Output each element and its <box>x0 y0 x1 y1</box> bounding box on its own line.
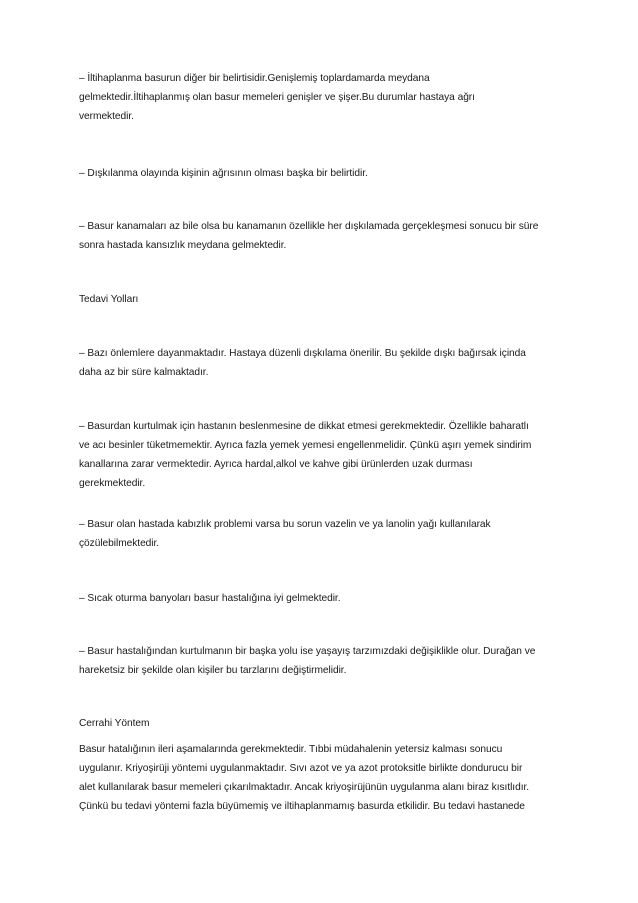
heading-surgical-method <box>79 714 559 733</box>
text-line: gerekmektedir. <box>79 478 146 489</box>
text-line: kanallarına zarar vermektedir. Ayrıca hardal,alkol ve kahve gibi ürünlerden uzak durması <box>79 459 473 470</box>
text-line: alet kullanılarak basur memeleri çıkarılmaktadır. Ancak kriyoşirüjünün uygulanma alanı biraz kısıtlıdır. <box>79 782 530 793</box>
text-line: daha az bir süre kalmaktadır. <box>79 367 209 378</box>
text-line: gelmektedir.İltihaplanmış olan basur memeleri genişler ve şişer.Bu durumlar hastaya ağrı <box>79 92 475 103</box>
text-line: uygulanır. Kriyoşirüji yöntemi uygulanmaktadır. Sıvı azot ve ya azot protoksitle birlikte dondurucu bir <box>79 763 523 774</box>
paragraph-defecation-pain <box>79 164 559 183</box>
text-line: ve acı besinler tüketmemektir. Ayrıca fazla yemek yemesi engellenmelidir. Çünkü aşırı yemek sindirim <box>79 440 532 451</box>
text-line: – Bazı önlemlere dayanmaktadır. Hastaya düzenli dışkılama önerilir. Bu şekilde dışkı bağırsak içinda <box>79 348 526 359</box>
text-line: Tedavi Yolları <box>79 294 139 305</box>
text-line: sonra hastada kansızlık meydana gelmektedir. <box>79 240 287 251</box>
text-line: – Dışkılanma olayında kişinin ağrısının olması başka bir belirtidir. <box>79 168 368 179</box>
paragraph-inflammation-symptom <box>79 69 559 126</box>
text-line: çözülebilmektedir. <box>79 538 160 549</box>
text-line: – Basurdan kurtulmak için hastanın beslenmesine de dikkat etmesi gerekmektedir. Özellikle baharatlı <box>79 421 529 432</box>
heading-treatment-methods <box>79 290 559 309</box>
text-line: Çünkü bu tedavi yöntemi fazla büyümemiş ve iltihaplanmamış basurda etkilidir. Bu tedavi hastanede <box>79 801 525 812</box>
text-line: vermektedir. <box>79 111 134 122</box>
text-line: Basur hatalığının ileri aşamalarında gerekmektedir. Tıbbi müdahalenin yetersiz kalması sonucu <box>79 744 503 755</box>
paragraph-constipation <box>79 515 559 553</box>
text-line: – Basur olan hastada kabızlık problemi varsa bu sorun vazelin ve ya lanolin yağı kullanılarak <box>79 519 491 530</box>
text-line: Cerrahi Yöntem <box>79 718 150 729</box>
text-line: – Basur hastalığından kurtulmanın bir başka yolu ise yaşayış tarzımızdaki değişiklikle olur. Durağan ve <box>79 646 536 657</box>
text-line: – Basur kanamaları az bile olsa bu kanamanın özellikle her dışkılamada gerçekleşmesi sonucu bir süre <box>79 221 539 232</box>
text-line: – İltihaplanma basurun diğer bir belirtisidir.Genişlemiş toplardamarda meydana <box>79 73 430 84</box>
paragraph-precautions <box>79 344 559 382</box>
paragraph-lifestyle <box>79 642 559 680</box>
paragraph-warm-baths <box>79 589 559 608</box>
text-line: hareketsiz bir şekilde olan kişiler bu tarzlarını değiştirmelidir. <box>79 665 347 676</box>
paragraph-cryosurgery <box>79 740 559 816</box>
paragraph-nutrition <box>79 417 559 493</box>
paragraph-bleeding-anemia <box>79 217 559 255</box>
text-line: – Sıcak oturma banyoları basur hastalığına iyi gelmektedir. <box>79 593 341 604</box>
